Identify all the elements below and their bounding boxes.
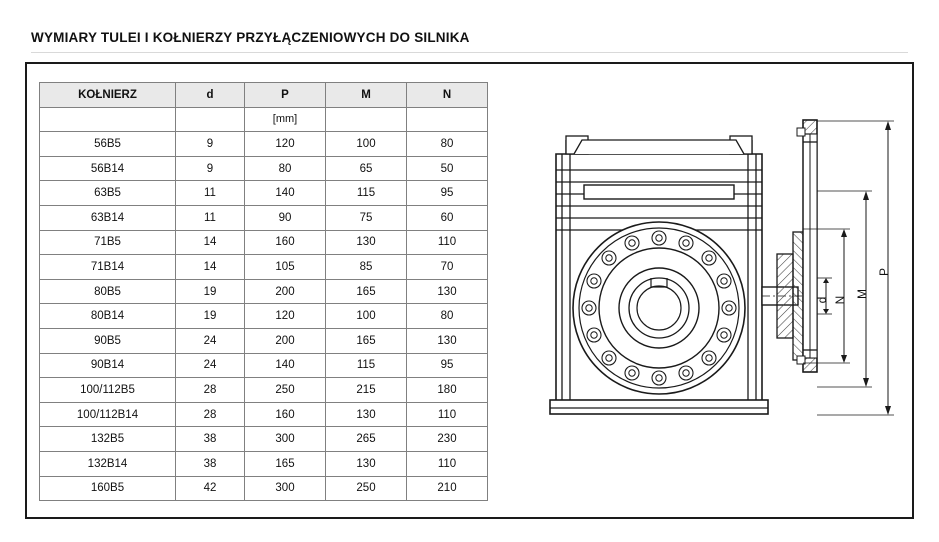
cell-d: 28 bbox=[176, 378, 245, 403]
cell-n: 80 bbox=[407, 132, 488, 157]
cell-d: 38 bbox=[176, 451, 245, 476]
cell-d: 42 bbox=[176, 476, 245, 501]
cell-flange: 100/112B5 bbox=[40, 378, 176, 403]
unit-cell-m bbox=[326, 107, 407, 132]
cell-p: 300 bbox=[245, 476, 326, 501]
title-divider bbox=[31, 52, 908, 53]
dimension-label-p: P bbox=[877, 267, 891, 277]
unit-cell-n bbox=[407, 107, 488, 132]
cell-m: 130 bbox=[326, 402, 407, 427]
table-row bbox=[40, 328, 488, 353]
unit-cell-d bbox=[176, 107, 245, 132]
table-row bbox=[40, 476, 488, 501]
cell-m: 115 bbox=[326, 353, 407, 378]
table-row bbox=[40, 378, 488, 403]
cell-m: 75 bbox=[326, 205, 407, 230]
page-title: WYMIARY TULEI I KOŁNIERZY PRZYŁĄCZENIOWYCH DO SILNIKA bbox=[31, 30, 470, 45]
cell-n: 70 bbox=[407, 255, 488, 280]
cell-m: 215 bbox=[326, 378, 407, 403]
cell-flange: 56B14 bbox=[40, 156, 176, 181]
cell-n: 130 bbox=[407, 328, 488, 353]
cell-d: 9 bbox=[176, 132, 245, 157]
cell-flange: 80B14 bbox=[40, 304, 176, 329]
dimension-label-d: d bbox=[815, 296, 829, 304]
table-row bbox=[40, 353, 488, 378]
cell-d: 11 bbox=[176, 205, 245, 230]
cell-m: 65 bbox=[326, 156, 407, 181]
cell-n: 95 bbox=[407, 353, 488, 378]
table-header-row bbox=[40, 83, 488, 108]
cell-flange: 63B5 bbox=[40, 181, 176, 206]
cell-n: 230 bbox=[407, 427, 488, 452]
cell-m: 165 bbox=[326, 328, 407, 353]
cell-flange: 71B14 bbox=[40, 255, 176, 280]
cell-n: 110 bbox=[407, 230, 488, 255]
table-row bbox=[40, 205, 488, 230]
cell-n: 95 bbox=[407, 181, 488, 206]
cell-d: 24 bbox=[176, 353, 245, 378]
cell-flange: 63B14 bbox=[40, 205, 176, 230]
cell-flange: 132B14 bbox=[40, 451, 176, 476]
cell-n: 80 bbox=[407, 304, 488, 329]
cell-m: 265 bbox=[326, 427, 407, 452]
table-row bbox=[40, 132, 488, 157]
table-row bbox=[40, 427, 488, 452]
cell-d: 11 bbox=[176, 181, 245, 206]
column-header-n: N bbox=[407, 83, 488, 108]
dimension-label-n: N bbox=[833, 295, 847, 305]
cell-d: 38 bbox=[176, 427, 245, 452]
unit-cell-flange bbox=[40, 107, 176, 132]
cell-flange: 160B5 bbox=[40, 476, 176, 501]
cell-n: 60 bbox=[407, 205, 488, 230]
cell-n: 50 bbox=[407, 156, 488, 181]
cell-flange: 80B5 bbox=[40, 279, 176, 304]
cell-d: 9 bbox=[176, 156, 245, 181]
cell-m: 100 bbox=[326, 132, 407, 157]
cell-n: 110 bbox=[407, 451, 488, 476]
column-header-flange: KOŁNIERZ bbox=[40, 83, 176, 108]
cell-m: 130 bbox=[326, 230, 407, 255]
table-row bbox=[40, 451, 488, 476]
cell-d: 19 bbox=[176, 279, 245, 304]
table-body bbox=[40, 107, 488, 501]
cell-p: 140 bbox=[245, 181, 326, 206]
content-frame bbox=[25, 62, 914, 519]
cell-p: 250 bbox=[245, 378, 326, 403]
cell-p: 200 bbox=[245, 279, 326, 304]
table-row bbox=[40, 279, 488, 304]
cell-flange: 90B5 bbox=[40, 328, 176, 353]
cell-p: 120 bbox=[245, 132, 326, 157]
cell-n: 180 bbox=[407, 378, 488, 403]
cell-m: 85 bbox=[326, 255, 407, 280]
cell-p: 105 bbox=[245, 255, 326, 280]
cell-p: 300 bbox=[245, 427, 326, 452]
table-row bbox=[40, 304, 488, 329]
cell-d: 14 bbox=[176, 230, 245, 255]
column-header-m: M bbox=[326, 83, 407, 108]
dimension-label-m: M bbox=[855, 289, 869, 299]
cell-d: 28 bbox=[176, 402, 245, 427]
cell-n: 110 bbox=[407, 402, 488, 427]
table-row bbox=[40, 181, 488, 206]
cell-p: 160 bbox=[245, 402, 326, 427]
cell-p: 80 bbox=[245, 156, 326, 181]
table-row bbox=[40, 156, 488, 181]
gearbox-flange-technical-drawing bbox=[514, 82, 902, 500]
column-header-p: P bbox=[245, 83, 326, 108]
column-header-d: d bbox=[176, 83, 245, 108]
table-row bbox=[40, 402, 488, 427]
cell-flange: 100/112B14 bbox=[40, 402, 176, 427]
cell-m: 115 bbox=[326, 181, 407, 206]
cell-p: 140 bbox=[245, 353, 326, 378]
cell-m: 100 bbox=[326, 304, 407, 329]
table-unit-row bbox=[40, 107, 488, 132]
table-container bbox=[39, 82, 488, 501]
table-row bbox=[40, 230, 488, 255]
cell-p: 90 bbox=[245, 205, 326, 230]
cell-p: 120 bbox=[245, 304, 326, 329]
cell-flange: 132B5 bbox=[40, 427, 176, 452]
cell-d: 14 bbox=[176, 255, 245, 280]
unit-cell-p: [mm] bbox=[245, 107, 326, 132]
table-row bbox=[40, 255, 488, 280]
table-header bbox=[40, 83, 488, 108]
cell-m: 130 bbox=[326, 451, 407, 476]
cell-d: 24 bbox=[176, 328, 245, 353]
cell-flange: 56B5 bbox=[40, 132, 176, 157]
cell-n: 210 bbox=[407, 476, 488, 501]
cell-p: 160 bbox=[245, 230, 326, 255]
cell-p: 200 bbox=[245, 328, 326, 353]
flange-dimensions-table bbox=[39, 82, 488, 501]
cell-flange: 90B14 bbox=[40, 353, 176, 378]
cell-flange: 71B5 bbox=[40, 230, 176, 255]
cell-p: 165 bbox=[245, 451, 326, 476]
cell-m: 165 bbox=[326, 279, 407, 304]
cell-n: 130 bbox=[407, 279, 488, 304]
cell-d: 19 bbox=[176, 304, 245, 329]
cell-m: 250 bbox=[326, 476, 407, 501]
